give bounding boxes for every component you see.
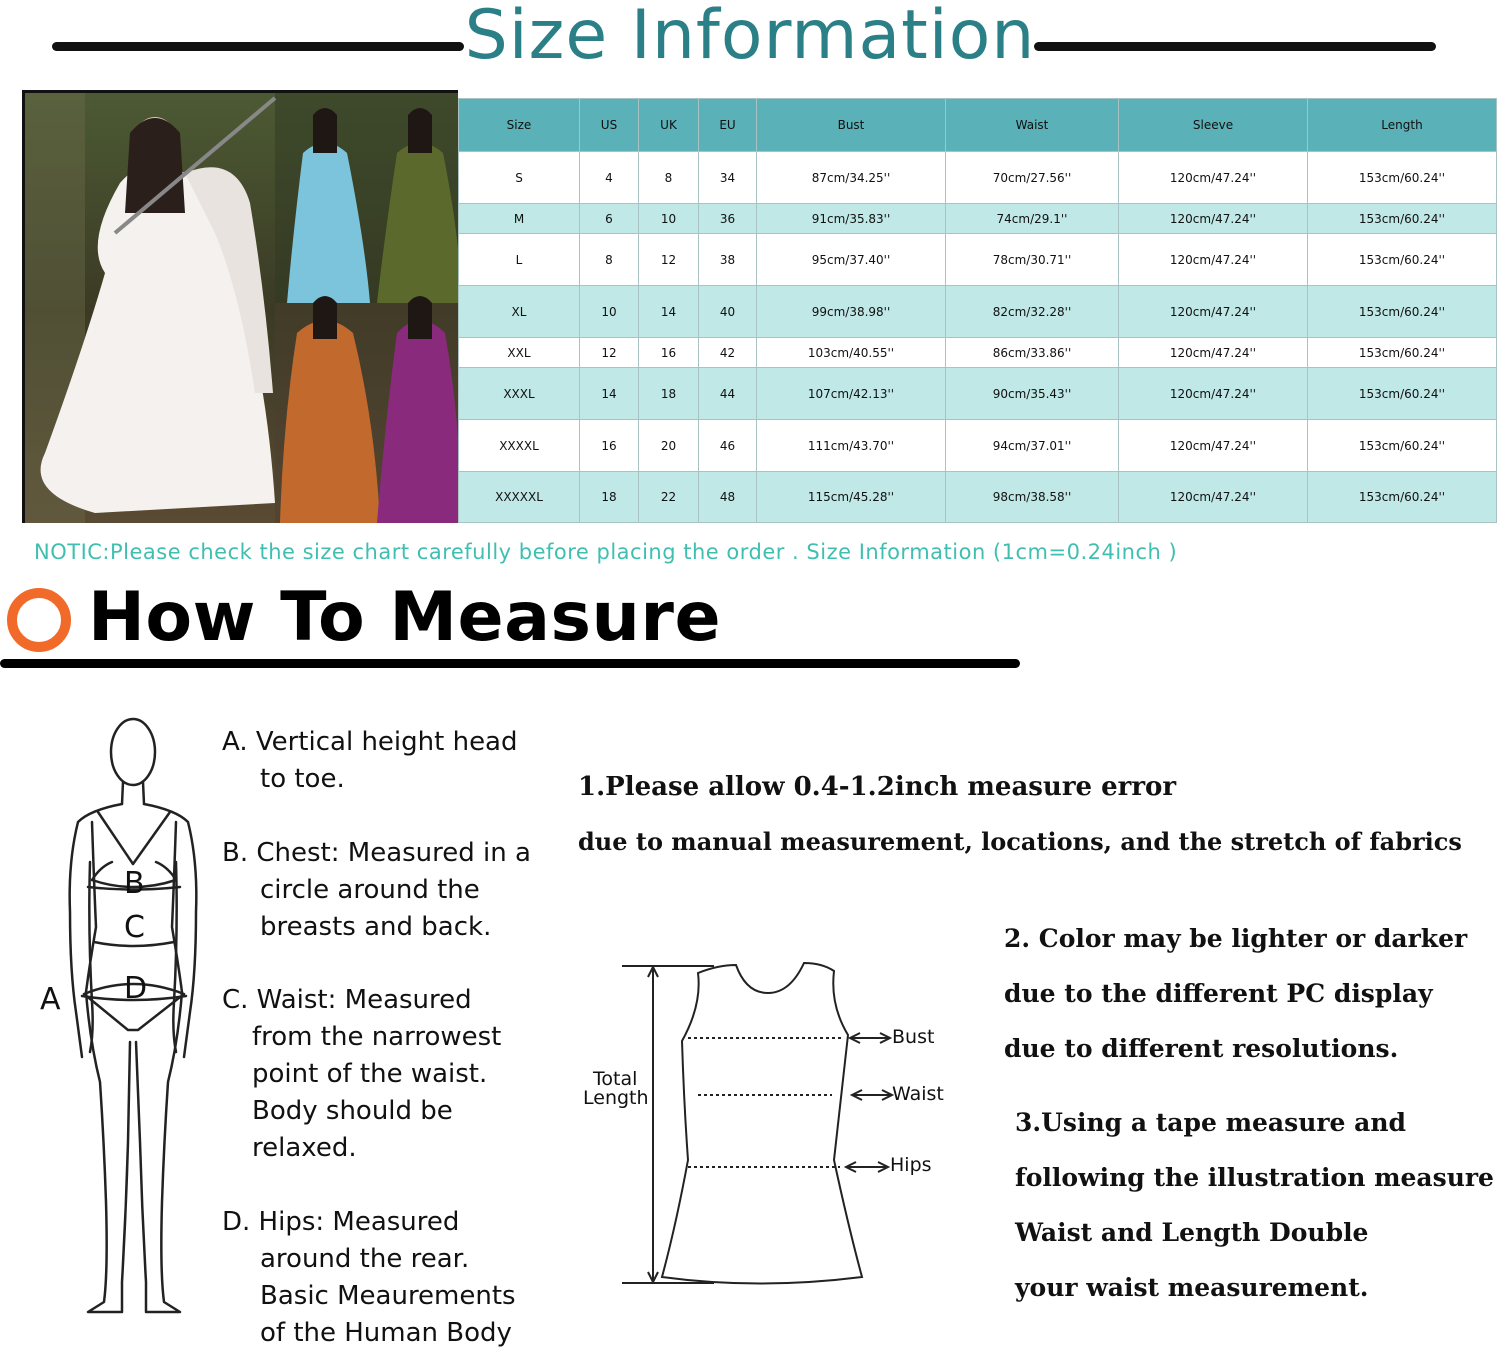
dress-measurement-diagram: [578, 955, 958, 1295]
cell-bust: 103cm/40.55'': [757, 338, 946, 368]
description-b-line-1: B. Chest: Measured in a: [222, 838, 531, 868]
description-c-line-2: from the narrowest: [252, 1022, 502, 1052]
cell-sleeve: 120cm/47.24'': [1119, 368, 1308, 420]
cell-length: 153cm/60.24'': [1308, 472, 1497, 523]
description-d-line-4: of the Human Body: [260, 1318, 512, 1348]
cell-eu: 42: [699, 338, 757, 368]
description-b-line-3: breasts and back.: [260, 912, 492, 942]
cell-uk: 16: [639, 338, 699, 368]
header-length: Length: [1308, 99, 1497, 152]
cell-waist: 86cm/33.86'': [946, 338, 1119, 368]
cell-uk: 18: [639, 368, 699, 420]
header-waist: Waist: [946, 99, 1119, 152]
body-outline-icon: [30, 712, 210, 1322]
description-c-line-3: point of the waist.: [252, 1059, 488, 1089]
cell-length: 153cm/60.24'': [1308, 204, 1497, 234]
description-c: [222, 982, 501, 1167]
figure-letter-a: A: [40, 982, 61, 1017]
cell-length: 153cm/60.24'': [1308, 152, 1497, 204]
cell-uk: 22: [639, 472, 699, 523]
cell-sleeve: 120cm/47.24'': [1119, 152, 1308, 204]
note-3-line-1: 3.Using a tape measure and: [1015, 1108, 1407, 1137]
cell-us: 8: [580, 234, 639, 286]
cell-eu: 34: [699, 152, 757, 204]
cell-length: 153cm/60.24'': [1308, 368, 1497, 420]
cell-size: XXL: [459, 338, 580, 368]
how-to-measure-title: How To Measure: [88, 578, 722, 657]
cell-length: 153cm/60.24'': [1308, 234, 1497, 286]
cell-us: 10: [580, 286, 639, 338]
cell-eu: 48: [699, 472, 757, 523]
header-sleeve: Sleeve: [1119, 99, 1308, 152]
dress-label-waist: Waist: [892, 1083, 944, 1105]
cell-uk: 10: [639, 204, 699, 234]
note-2-line-3: due to different resolutions.: [1004, 1034, 1399, 1063]
description-d: [222, 1204, 516, 1352]
cell-length: 153cm/60.24'': [1308, 286, 1497, 338]
note-1-line-2: due to manual measurement, locations, and the stretch of fabrics: [578, 827, 1462, 856]
dress-label-bust: Bust: [892, 1026, 935, 1048]
cell-size: XXXXL: [459, 420, 580, 472]
cell-size: XL: [459, 286, 580, 338]
cell-waist: 74cm/29.1'': [946, 204, 1119, 234]
note-1-line-1: 1.Please allow 0.4-1.2inch measure error: [578, 772, 1177, 802]
table-row: [459, 234, 1497, 286]
description-a: [222, 724, 518, 798]
table-row: [459, 204, 1497, 234]
cell-uk: 14: [639, 286, 699, 338]
cell-sleeve: 120cm/47.24'': [1119, 420, 1308, 472]
cell-bust: 95cm/37.40'': [757, 234, 946, 286]
cell-us: 14: [580, 368, 639, 420]
table-row: [459, 152, 1497, 204]
cell-us: 12: [580, 338, 639, 368]
body-figure: [30, 712, 210, 1322]
description-c-line-1: C. Waist: Measured: [222, 985, 472, 1015]
cell-bust: 91cm/35.83'': [757, 204, 946, 234]
description-a-line-2: to toe.: [260, 764, 345, 794]
cell-sleeve: 120cm/47.24'': [1119, 472, 1308, 523]
cell-eu: 46: [699, 420, 757, 472]
note-3-line-4: your waist measurement.: [1015, 1273, 1369, 1302]
dress-label-length: Length: [583, 1087, 649, 1109]
cell-sleeve: 120cm/47.24'': [1119, 286, 1308, 338]
size-info-title: Size Information: [464, 0, 1036, 75]
cell-us: 6: [580, 204, 639, 234]
cell-sleeve: 120cm/47.24'': [1119, 234, 1308, 286]
cell-uk: 12: [639, 234, 699, 286]
figure-letter-d: D: [124, 971, 148, 1006]
table-row: [459, 472, 1497, 523]
table-row: [459, 420, 1497, 472]
ring-bullet-icon: [7, 588, 71, 652]
cell-eu: 36: [699, 204, 757, 234]
cell-size: L: [459, 234, 580, 286]
cell-waist: 90cm/35.43'': [946, 368, 1119, 420]
dress-label-total: Total: [593, 1068, 638, 1090]
size-notice: NOTIC:Please check the size chart carefully before placing the order . Size Information (1cm=0.24inch ): [34, 540, 1178, 564]
cell-uk: 8: [639, 152, 699, 204]
note-2-line-2: due to the different PC display: [1004, 979, 1433, 1008]
cell-eu: 40: [699, 286, 757, 338]
figure-letter-b: B: [124, 866, 145, 901]
dress-outline-icon: [578, 955, 958, 1295]
table-row: [459, 338, 1497, 368]
dress-label-hips: Hips: [890, 1154, 932, 1176]
description-d-line-2: around the rear.: [260, 1244, 470, 1274]
description-b: [222, 835, 531, 946]
cell-sleeve: 120cm/47.24'': [1119, 338, 1308, 368]
cell-length: 153cm/60.24'': [1308, 420, 1497, 472]
cell-us: 16: [580, 420, 639, 472]
cell-bust: 99cm/38.98'': [757, 286, 946, 338]
cell-waist: 82cm/32.28'': [946, 286, 1119, 338]
cell-bust: 115cm/45.28'': [757, 472, 946, 523]
description-b-line-2: circle around the: [260, 875, 480, 905]
cell-bust: 87cm/34.25'': [757, 152, 946, 204]
cell-waist: 94cm/37.01'': [946, 420, 1119, 472]
dress-photo-collage: [22, 90, 458, 523]
table-row: [459, 368, 1497, 420]
cell-eu: 38: [699, 234, 757, 286]
title-rule-left: [52, 42, 464, 51]
description-a-line-1: A. Vertical height head: [222, 727, 518, 757]
title-rule-right: [1034, 42, 1436, 51]
cell-us: 4: [580, 152, 639, 204]
description-d-line-1: D. Hips: Measured: [222, 1207, 460, 1237]
cell-bust: 107cm/42.13'': [757, 368, 946, 420]
cell-bust: 111cm/43.70'': [757, 420, 946, 472]
cell-size: XXXXXL: [459, 472, 580, 523]
cell-us: 18: [580, 472, 639, 523]
header-size: Size: [459, 99, 580, 152]
note-3-line-2: following the illustration measure: [1015, 1163, 1494, 1192]
table-row: [459, 286, 1497, 338]
description-c-line-4: Body should be: [252, 1096, 453, 1126]
cell-uk: 20: [639, 420, 699, 472]
header-uk: UK: [639, 99, 699, 152]
header-eu: EU: [699, 99, 757, 152]
description-d-line-3: Basic Meaurements: [260, 1281, 516, 1311]
header-us: US: [580, 99, 639, 152]
note-2-line-1: 2. Color may be lighter or darker: [1004, 924, 1468, 953]
cell-waist: 70cm/27.56'': [946, 152, 1119, 204]
cell-eu: 44: [699, 368, 757, 420]
header-bust: Bust: [757, 99, 946, 152]
figure-letter-c: C: [124, 910, 145, 945]
size-chart-table: [458, 98, 1497, 523]
cell-size: XXXL: [459, 368, 580, 420]
cell-sleeve: 120cm/47.24'': [1119, 204, 1308, 234]
cell-size: S: [459, 152, 580, 204]
dress-photo-icon: [25, 93, 458, 523]
description-c-line-5: relaxed.: [252, 1133, 357, 1163]
cell-size: M: [459, 204, 580, 234]
cell-waist: 98cm/38.58'': [946, 472, 1119, 523]
table-header-row: [459, 99, 1497, 152]
cell-length: 153cm/60.24'': [1308, 338, 1497, 368]
cell-waist: 78cm/30.71'': [946, 234, 1119, 286]
measure-title-rule: [0, 659, 1020, 668]
note-3-line-3: Waist and Length Double: [1015, 1218, 1369, 1247]
